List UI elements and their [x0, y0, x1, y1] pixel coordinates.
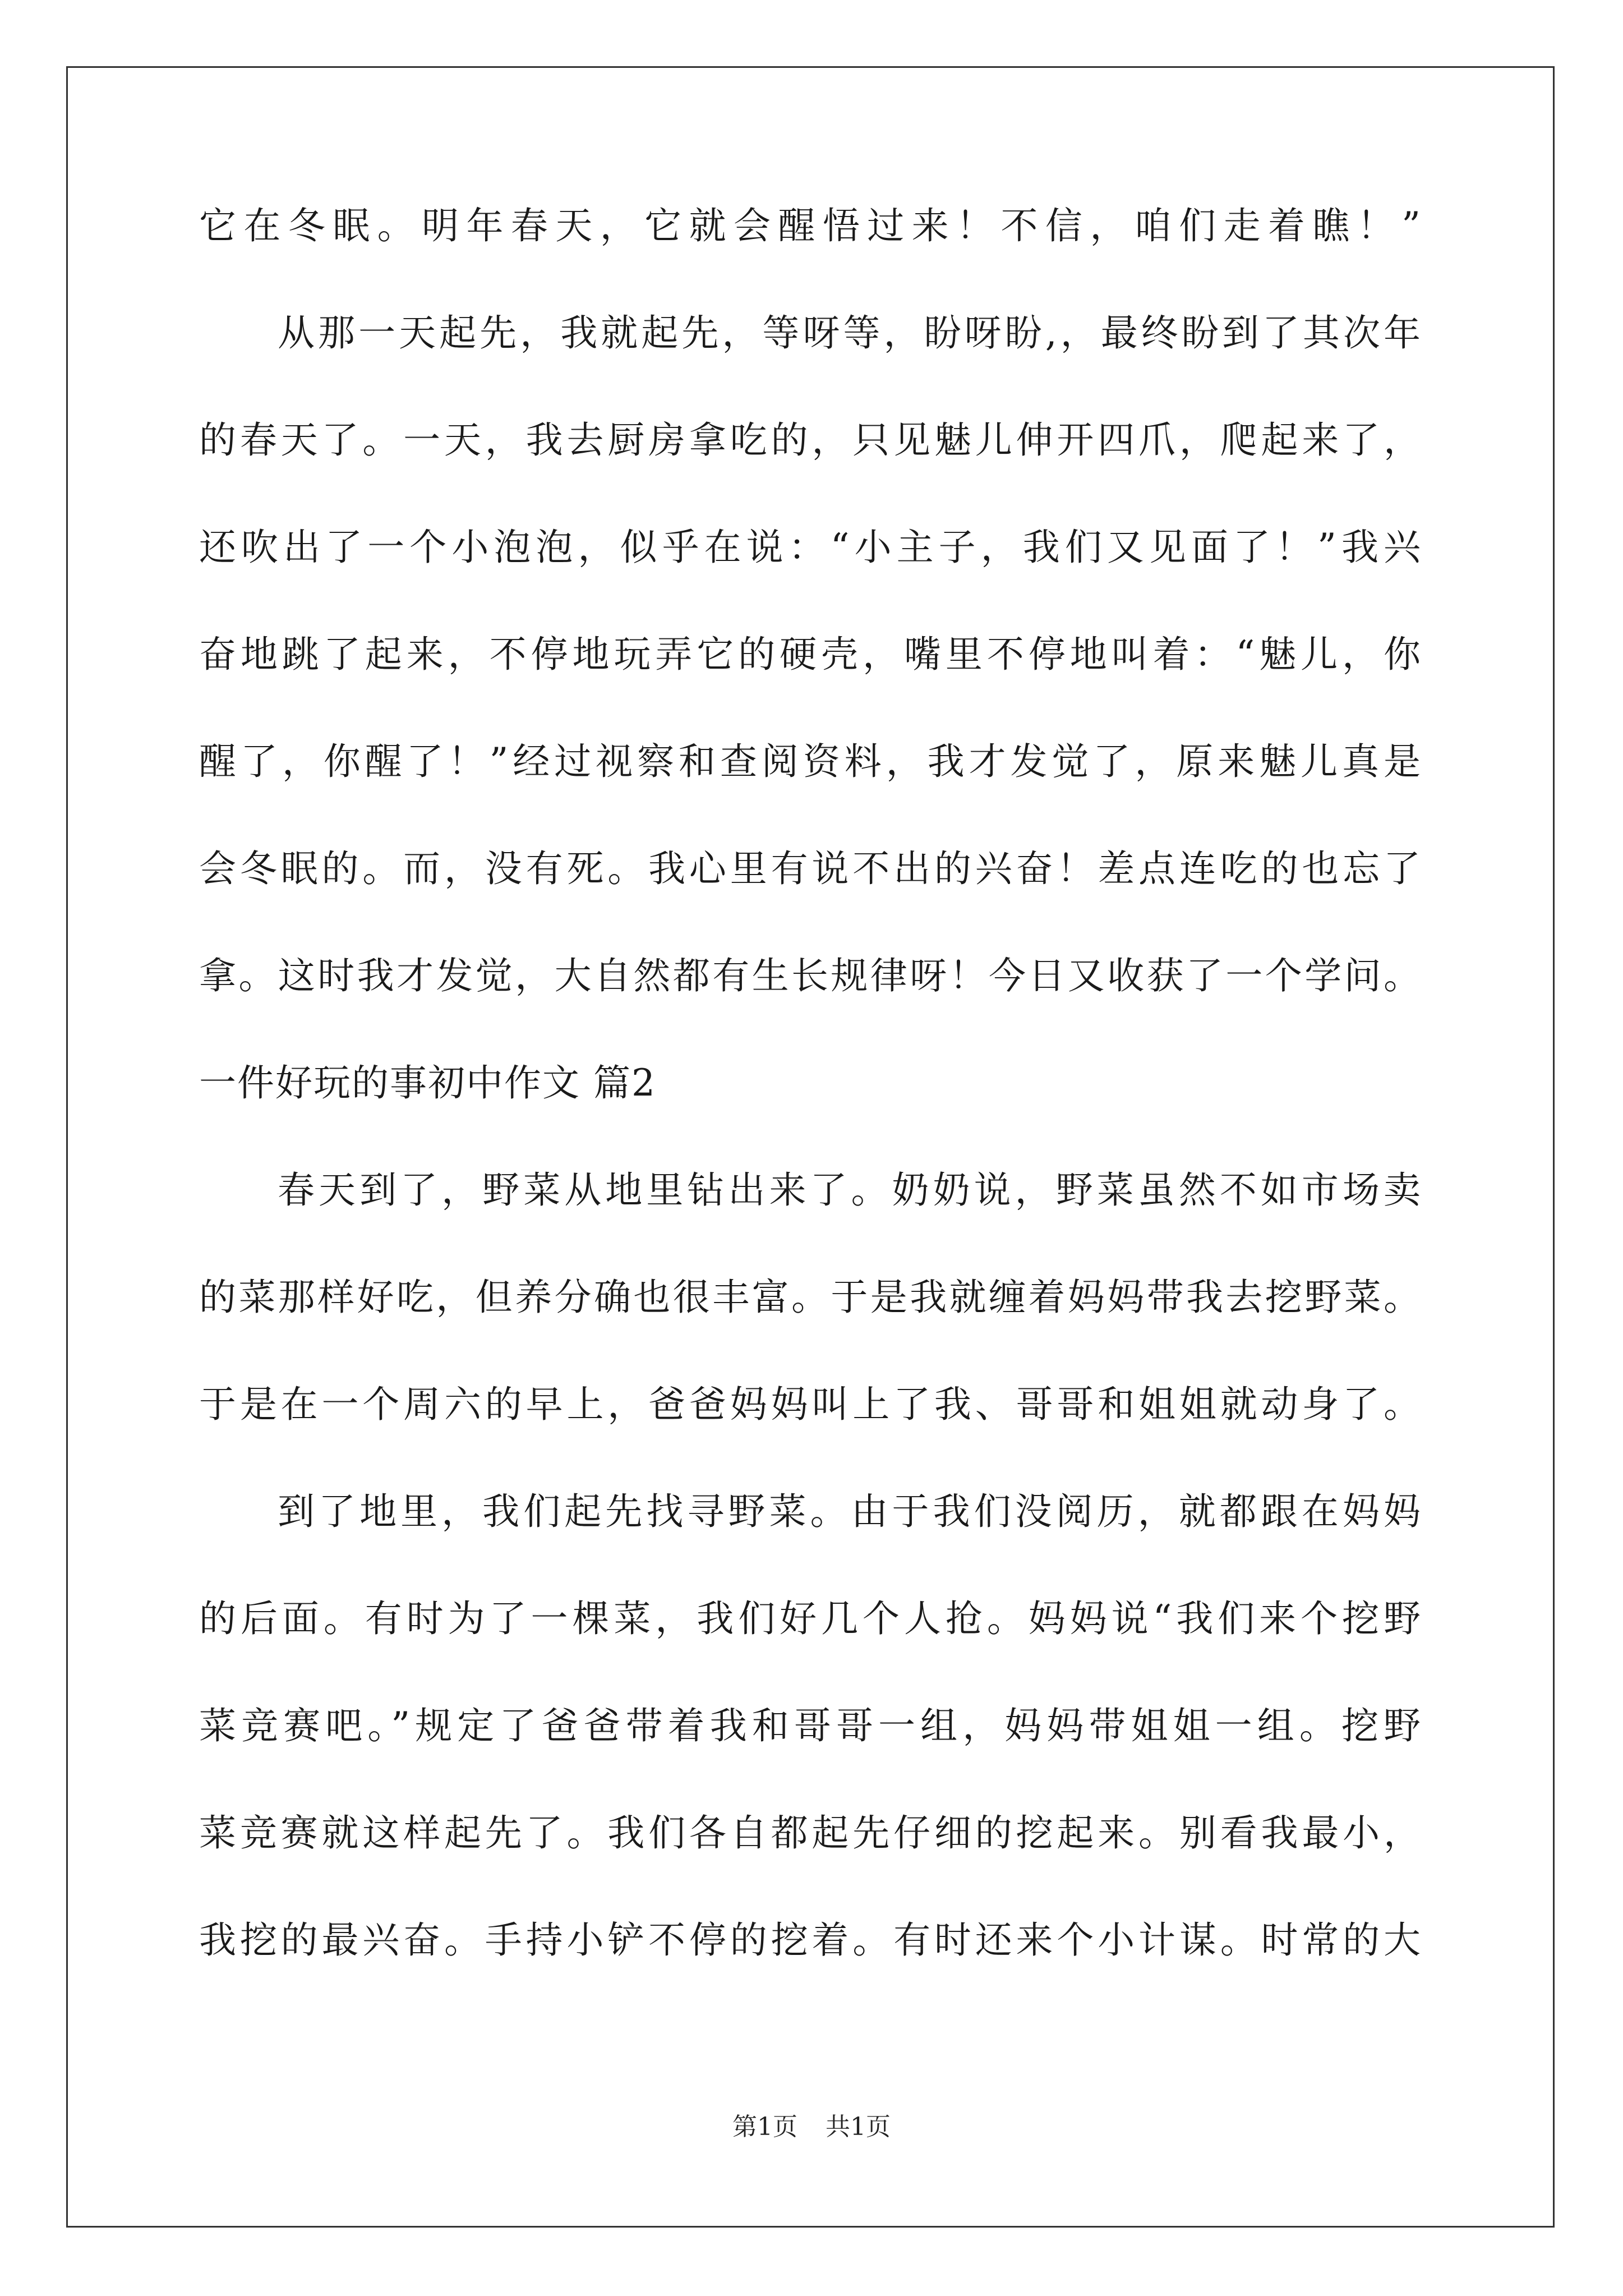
paragraph-line: 我挖的最兴奋。手持小铲不停的挖着。有时还来个小计谋。时常的大 — [199, 1918, 1422, 1962]
paragraph-line: 菜竞赛就这样起先了。我们各自都起先仔细的挖起来。别看我最小， — [199, 1811, 1422, 1855]
paragraph-line: 菜竞赛吧。”规定了爸爸带着我和哥哥一组，妈妈带姐姐一组。挖野 — [199, 1704, 1422, 1747]
document-body — [199, 204, 1422, 2029]
paragraph-line: 还吹出了一个小泡泡，似乎在说：“小主子，我们又见面了！”我兴 — [199, 526, 1422, 569]
page-number: 第1页 — [732, 2113, 797, 2141]
paragraph-line: 春天到了，野菜从地里钻出来了。奶奶说，野菜虽然不如市场卖 — [278, 1168, 1422, 1212]
section-heading: 一件好玩的事初中作文 篇2 — [199, 1061, 656, 1105]
paragraph-line: 奋地跳了起来，不停地玩弄它的硬壳，嘴里不停地叫着：“魅儿，你 — [199, 633, 1422, 676]
paragraph-line: 的菜那样好吃，但养分确也很丰富。于是我就缠着妈妈带我去挖野菜。 — [199, 1276, 1422, 1319]
paragraph-line: 拿。这时我才发觉，大自然都有生长规律呀！今日又收获了一个学问。 — [199, 954, 1422, 997]
page-footer — [0, 2115, 1623, 2139]
page-total: 共1页 — [826, 2113, 891, 2141]
paragraph-line: 醒了，你醒了！”经过视察和查阅资料，我才发觉了，原来魅儿真是 — [199, 740, 1422, 783]
paragraph-line: 从那一天起先，我就起先，等呀等，盼呀盼,，最终盼到了其次年 — [278, 311, 1422, 355]
paragraph-line: 的春天了。一天，我去厨房拿吃的，只见魅儿伸开四爪，爬起来了， — [199, 418, 1422, 462]
paragraph-line: 到了地里，我们起先找寻野菜。由于我们没阅历，就都跟在妈妈 — [278, 1490, 1422, 1533]
paragraph-line: 会冬眠的。而，没有死。我心里有说不出的兴奋！差点连吃的也忘了 — [199, 847, 1422, 890]
paragraph-line: 它在冬眠。明年春天，它就会醒悟过来！不信，咱们走着瞧！” — [199, 204, 1422, 247]
paragraph-line: 的后面。有时为了一棵菜，我们好几个人抢。妈妈说“我们来个挖野 — [199, 1597, 1422, 1640]
paragraph-line: 于是在一个周六的早上，爸爸妈妈叫上了我、哥哥和姐姐就动身了。 — [199, 1383, 1422, 1426]
